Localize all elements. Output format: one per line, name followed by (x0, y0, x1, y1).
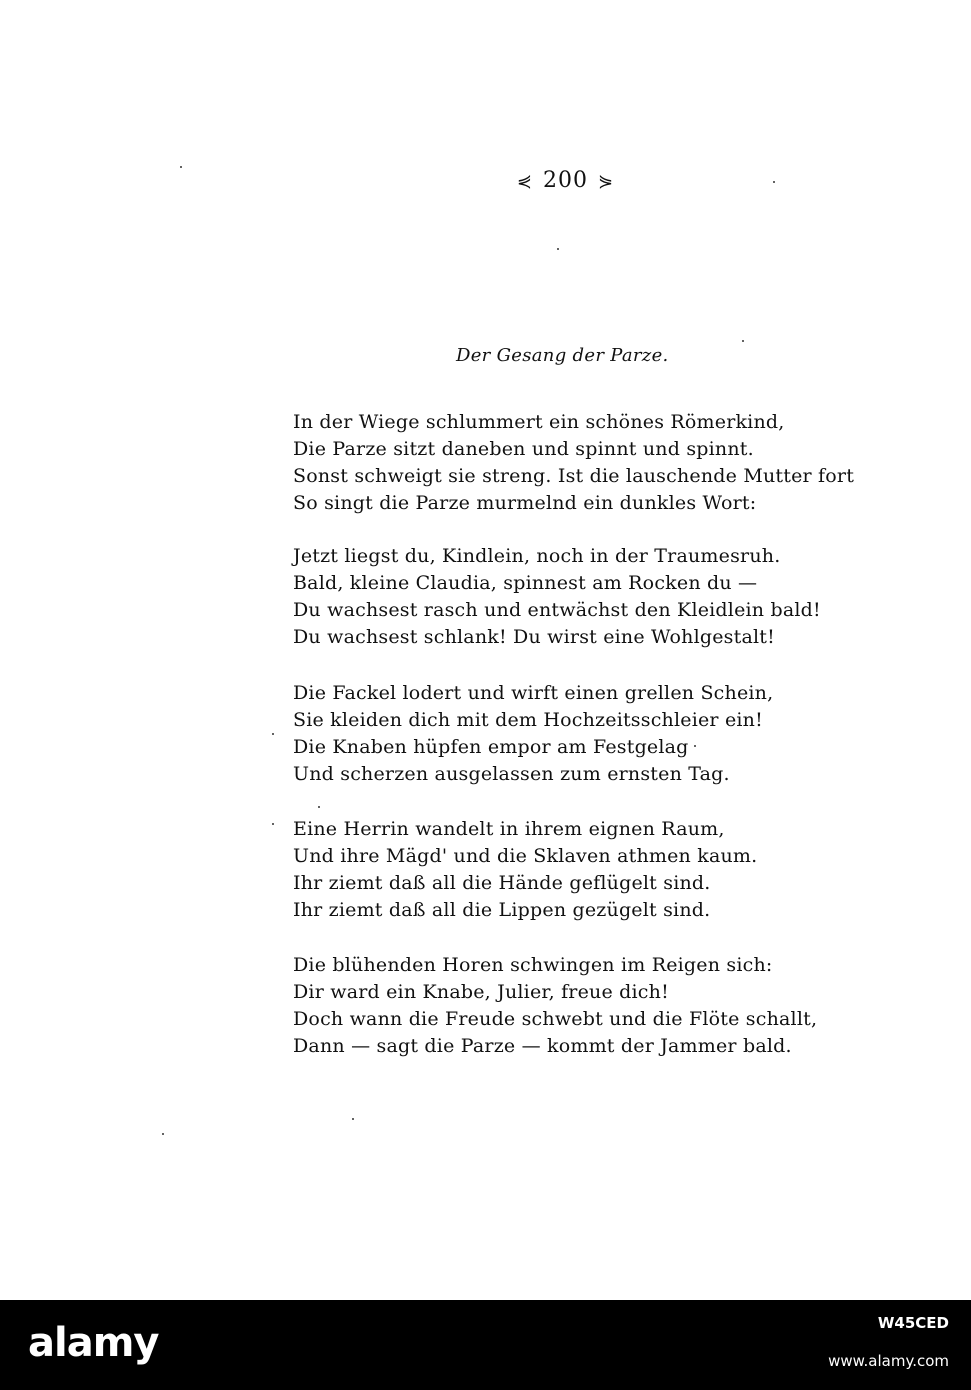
stanza-3 (293, 680, 773, 788)
brand-logo: alamy (28, 1320, 159, 1366)
scan-speck (352, 1118, 354, 1120)
page-number-header (80, 168, 971, 193)
ornament-right-icon: ⋟ (598, 171, 615, 192)
page-number: 200 (543, 168, 588, 193)
poem-line: Sonst schweigt sie streng. Ist die lauschende Mutter fort (293, 465, 855, 487)
scan-speck (557, 248, 559, 250)
ornament-left-icon: ⋞ (516, 171, 533, 192)
site-url: www.alamy.com (828, 1352, 949, 1370)
poem-title: Der Gesang der Parze. (456, 345, 669, 366)
stanza-5 (293, 952, 817, 1060)
poem-line: Bald, kleine Claudia, spinnest am Rocken du — (293, 572, 758, 594)
stock-image-id: W45CED (877, 1314, 949, 1332)
poem-line: Die Parze sitzt daneben und spinnt und spinnt. (293, 438, 754, 460)
poem-line: In der Wiege schlummert ein schönes Römerkind, (293, 411, 785, 433)
poem-line: Jetzt liegst du, Kindlein, noch in der Traumesruh. (293, 545, 781, 567)
poem-line: Doch wann die Freude schwebt und die Flöte schallt, (293, 1008, 818, 1030)
poem-line: Ihr ziemt daß all die Lippen gezügelt sind. (293, 899, 711, 921)
poem-line: Du wachsest rasch und entwächst den Kleidlein bald! (293, 599, 821, 621)
poem-line: Du wachsest schlank! Du wirst eine Wohlgestalt! (293, 626, 775, 648)
scan-speck (272, 823, 274, 825)
poem-line: Dir ward ein Knabe, Julier, freue dich! (293, 981, 669, 1003)
poem-line: Ihr ziemt daß all die Hände geflügelt sind. (293, 872, 711, 894)
scan-speck (694, 745, 696, 747)
scan-speck (180, 166, 182, 168)
scan-speck (272, 733, 274, 735)
scan-speck (742, 340, 744, 342)
scan-speck (773, 181, 775, 183)
poem-line: Die Knaben hüpfen empor am Festgelag (293, 736, 689, 758)
poem-line: Die Fackel lodert und wirft einen grellen Schein, (293, 682, 774, 704)
poem-line: Und scherzen ausgelassen zum ernsten Tag. (293, 763, 730, 785)
scan-speck (162, 1133, 164, 1135)
poem-line: Sie kleiden dich mit dem Hochzeitsschleier ein! (293, 709, 763, 731)
poem-line: So singt die Parze murmelnd ein dunkles Wort: (293, 492, 757, 514)
stanza-1 (293, 409, 854, 517)
scan-speck (318, 806, 320, 808)
stanza-2 (293, 543, 821, 651)
poem-line: Dann — sagt die Parze — kommt der Jammer bald. (293, 1035, 792, 1057)
watermark-footer (0, 1300, 971, 1390)
stanza-4 (293, 816, 757, 924)
poem-line: Und ihre Mägd' und die Sklaven athmen kaum. (293, 845, 758, 867)
poem-line: Die blühenden Horen schwingen im Reigen sich: (293, 954, 773, 976)
poem-line: Eine Herrin wandelt in ihrem eignen Raum, (293, 818, 725, 840)
